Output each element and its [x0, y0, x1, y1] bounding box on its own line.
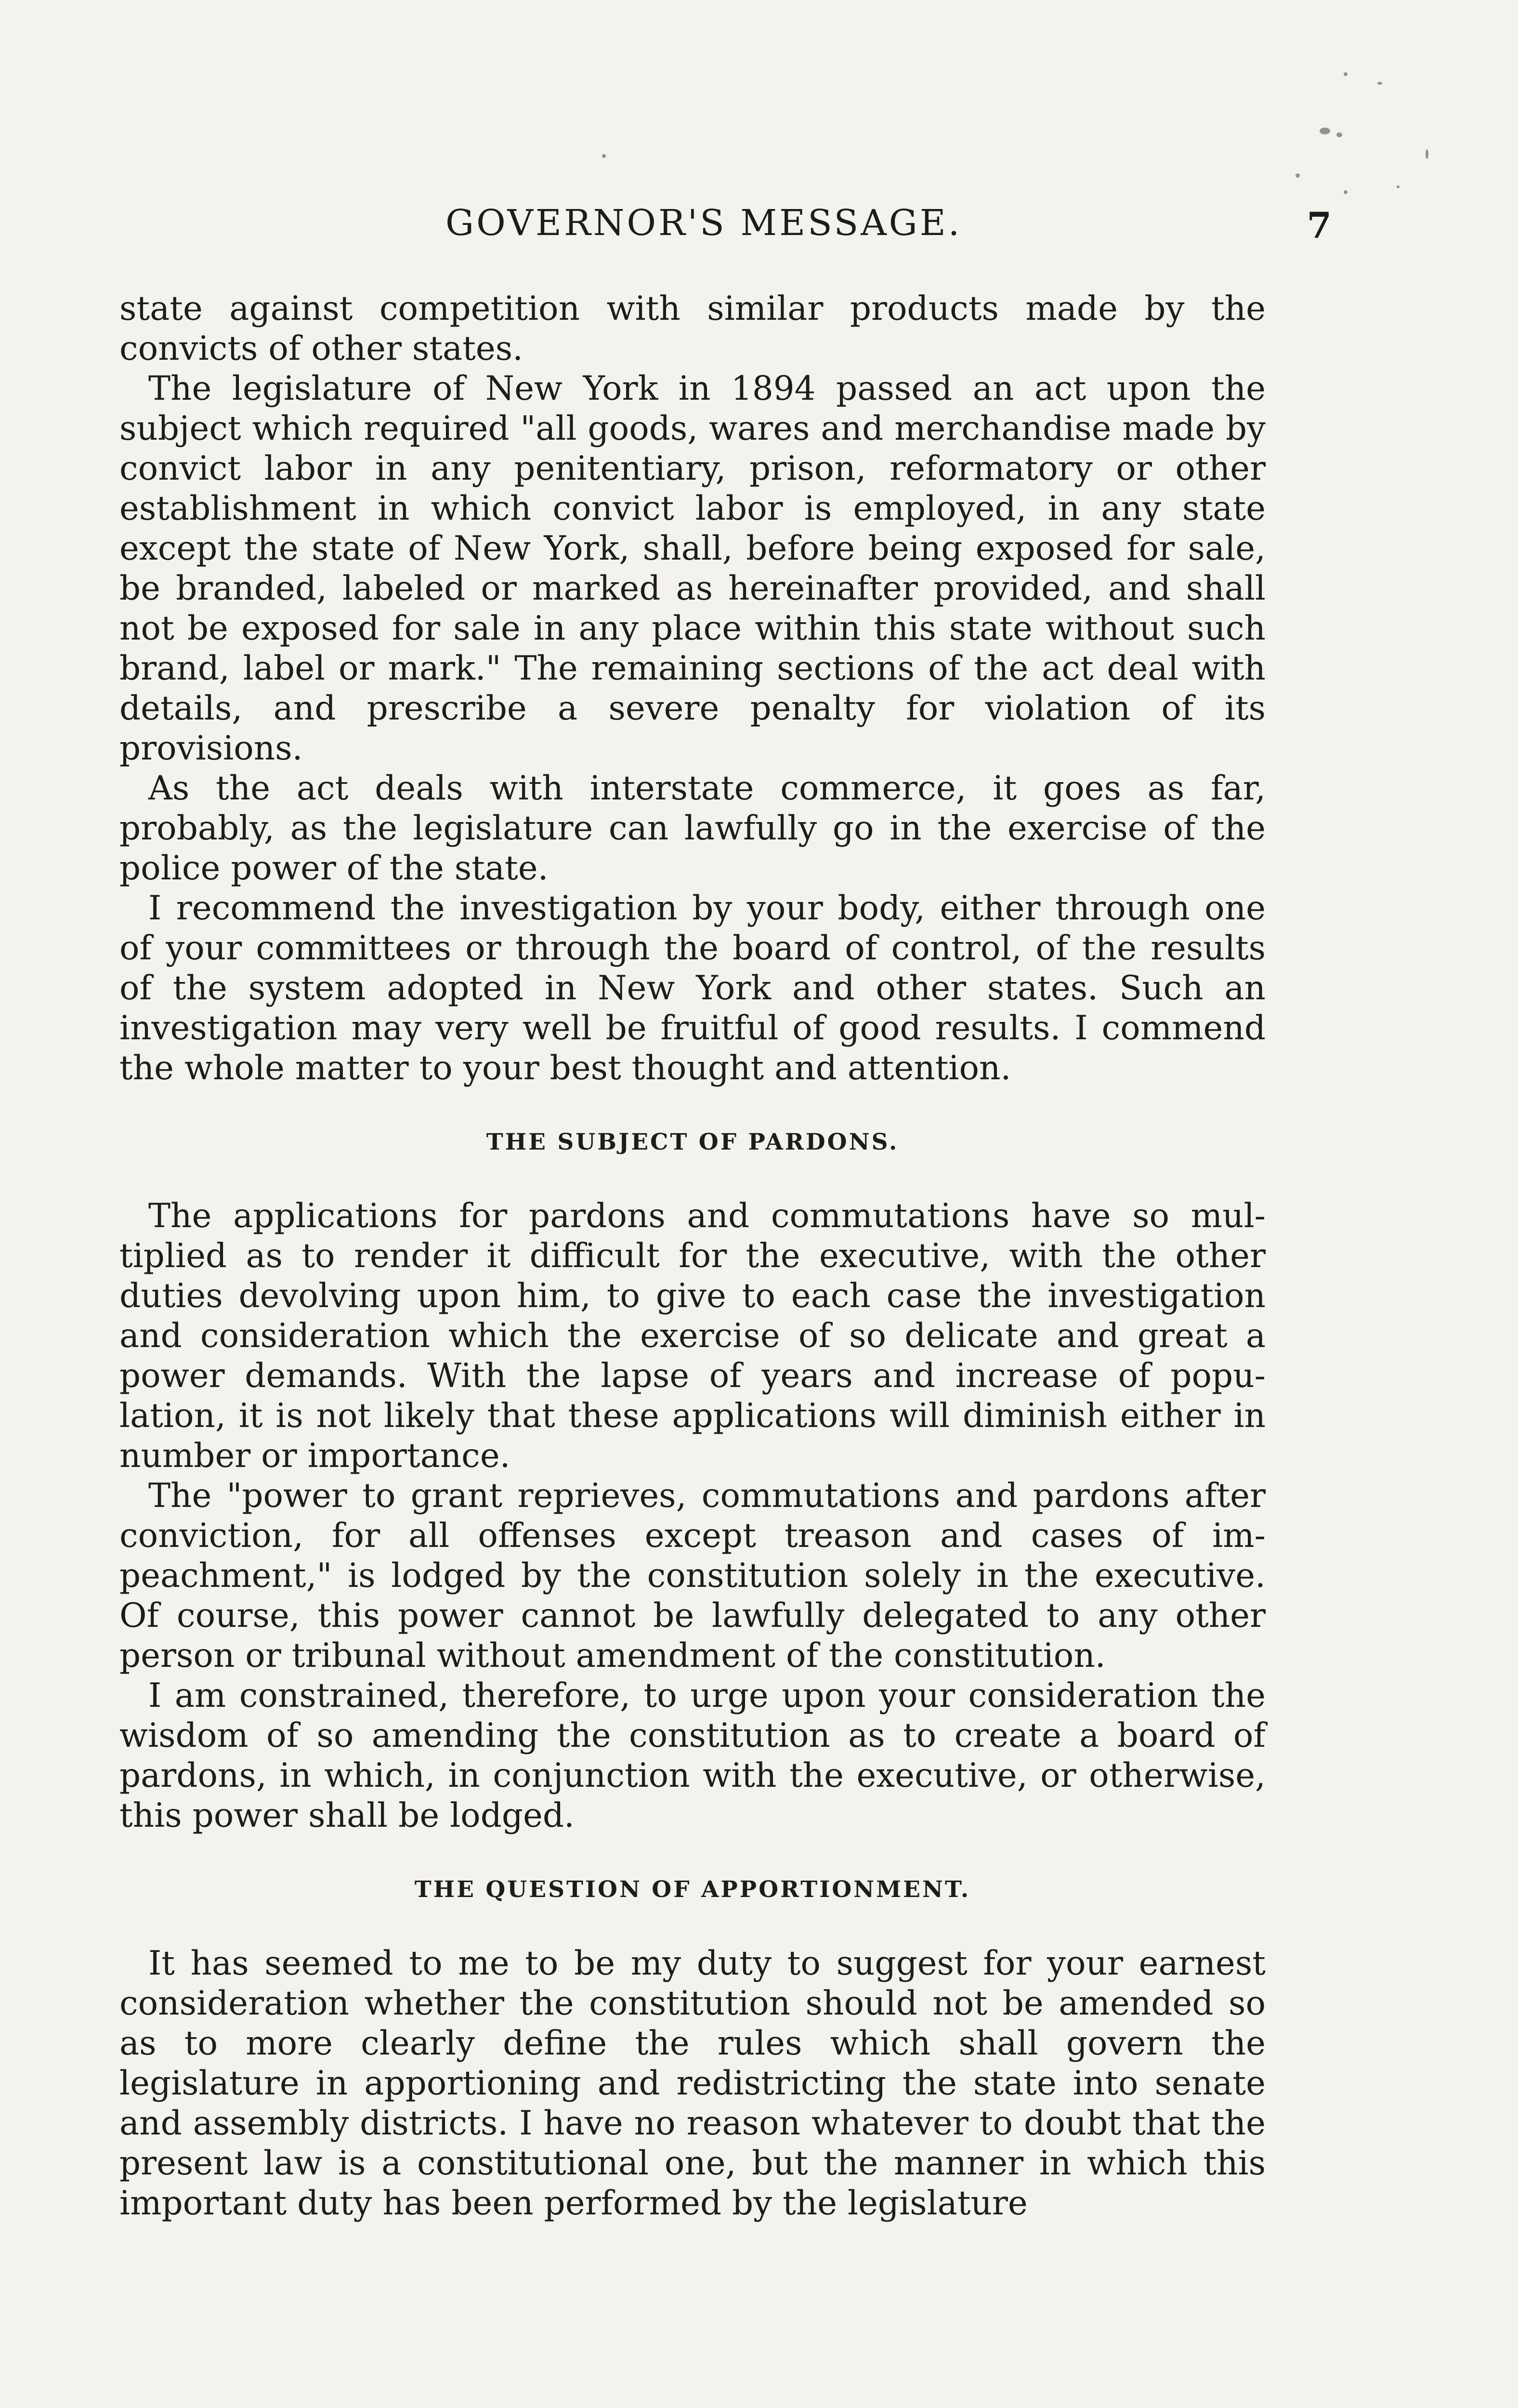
paragraph-new-york-act: The legislature of New York in 1894 passed an act upon the subject which required "all goods, wares and merchandise made by convict labor in any penitentiary, prison, reformatory or other establishment in which convict labor is employed, in any state except the state of New York, shall, before being exposed for sale, be branded, labeled or marked as hereinafter provided, and shall not be exposed for sale in any place within this state without such brand, label or mark." The remaining sections of the act deal with details, and prescribe a severe penalty for violation of its provisions. — [119, 369, 1266, 768]
scan-speck — [1397, 185, 1400, 188]
running-title: GOVERNOR'S MESSAGE. — [445, 202, 962, 244]
paragraph-interstate-commerce: As the act deals with interstate commerce, it goes as far, probably, as the legislature can lawfully go in the exercise of the police power of the state. — [119, 769, 1266, 888]
scan-speck — [1336, 132, 1342, 137]
running-header — [113, 202, 1332, 250]
paragraph-apportionment: It has seemed to me to be my duty to suggest for your earnest consideration whether the constitution should not be amended so as to more clearly define the rules which shall govern the legislature in apportioning and redistricting the state into senate and assembly districts. I have no reason whatever to doubt that the present law is a constitutional one, but the manner in which this important duty has been performed by the legislature — [119, 1944, 1266, 2223]
paragraph-pardon-applications: The applications for pardons and commutations have so multiplied as to render it difficult for the executive, with the other duties devolving upon him, to give to each case the investigation and consideration which the exercise of so delicate and great a power demands. With the lapse of years and increase of population, it is not likely that these applications will diminish either in number or importance. — [119, 1197, 1266, 1475]
paragraph-investigation-recommendation: I recommend the investigation by your body, either through one of your committees or through the board of control, of the results of the system adopted in New York and other states. Such an investigation may very well be fruitful of good results. I commend the whole matter to your best thought and attention. — [119, 889, 1266, 1087]
scan-speck — [602, 154, 606, 158]
section-heading-apportionment: THE QUESTION OF APPORTIONMENT. — [414, 1876, 971, 1903]
section-heading-pardons: THE SUBJECT OF PARDONS. — [486, 1129, 899, 1155]
scan-speck — [1344, 190, 1348, 194]
paragraph-pardon-power: The "power to grant reprieves, commutations and pardons after conviction, for all offenses except treason and cases of impeachment," is lodged by the constitution solely in the executive. Of course, this power cannot be lawfully delegated to any other person or tribunal without amendment of the constitution. — [119, 1477, 1266, 1675]
scan-speck — [1320, 128, 1330, 134]
page-number: 7 — [1307, 205, 1332, 247]
scan-speck — [1426, 149, 1428, 159]
message-body — [119, 289, 1266, 2224]
scan-speck — [1296, 173, 1300, 178]
paragraph-continuation: state against competition with similar products made by the convicts of other states. — [119, 289, 1266, 368]
paragraph-board-of-pardons: I am constrained, therefore, to urge upon your consideration the wisdom of so amending the constitution as to create a board of pardons, in which, in conjunction with the executive, or otherwise, this power shall be lodged. — [119, 1676, 1266, 1835]
scan-speck — [1377, 82, 1382, 85]
scan-speck — [1344, 72, 1348, 76]
